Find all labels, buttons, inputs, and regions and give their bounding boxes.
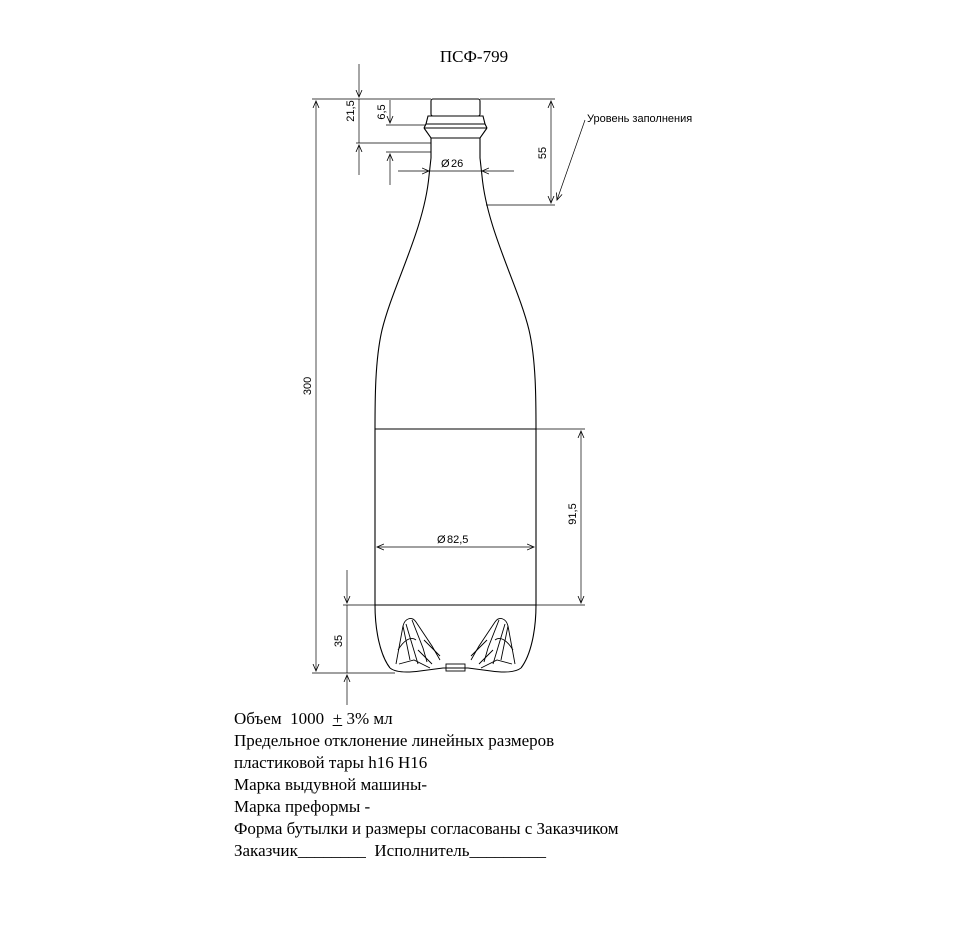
dim-neck-diameter: 26 [451, 158, 464, 170]
neck-ring [426, 116, 485, 124]
volume-note: Объем 1000 + 3% мл [234, 709, 393, 728]
body-diameter-label [437, 534, 468, 546]
drawing-title: ПСФ-799 [439, 47, 509, 66]
plus-minus-sign: + [332, 709, 343, 728]
dim-base-height: 35 [333, 634, 345, 648]
dim-body-diameter: 82,5 [447, 534, 469, 546]
dim-total-height: 300 [302, 376, 314, 396]
signatures-line: Заказчик________ Исполнитель_________ [234, 841, 546, 860]
deviation-note-line1: Предельное отклонение линейных размеров [234, 731, 555, 750]
bottle-outline [375, 99, 536, 672]
dim-neck-height: 21,5 [345, 100, 357, 122]
neck-diameter-label [441, 158, 463, 170]
bottle-left-side [375, 158, 431, 668]
specification-notes [234, 708, 794, 862]
dim-label-height: 91,5 [567, 503, 579, 525]
dimension-labels [302, 100, 692, 647]
petaloid-base [390, 619, 521, 672]
fill-level-label: Уровень заполнения [587, 113, 693, 125]
diameter-symbol-neck: Ø [441, 158, 450, 170]
bottle-right-side [480, 158, 536, 668]
fill-level-leader [557, 120, 585, 200]
deviation-note-line2: пластиковой тары h16 H16 [234, 753, 428, 772]
bottle-cap [431, 99, 480, 116]
blow-machine-note: Марка выдувной машины- [234, 775, 428, 794]
dim-finish-height: 6,5 [376, 104, 388, 120]
diameter-symbol-body: Ø [437, 534, 446, 546]
preform-note: Марка преформы - [234, 797, 371, 816]
agreement-note: Форма бутылки и размеры согласованы с Заказчиком [234, 819, 619, 838]
dim-fill-level: 55 [537, 146, 549, 160]
